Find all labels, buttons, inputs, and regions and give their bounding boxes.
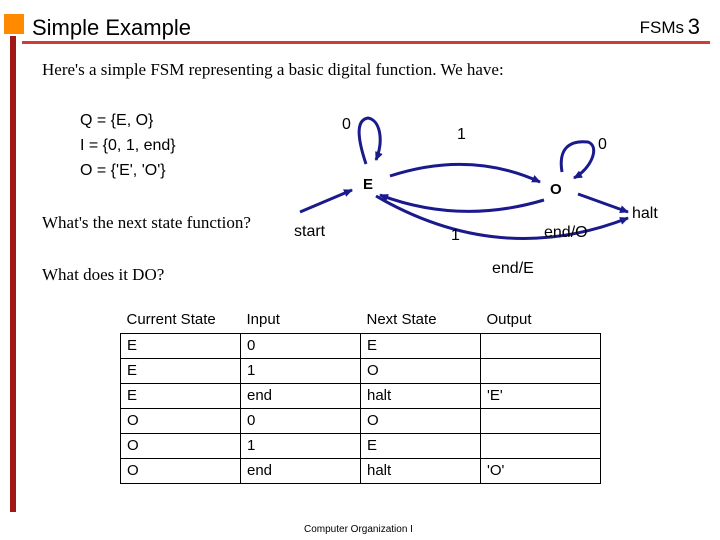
e-to-o-label: 1 (457, 126, 466, 143)
o-to-e-arrow (380, 195, 544, 211)
end-o-label: end/O (544, 224, 588, 241)
halt-label: halt (632, 205, 658, 222)
e-self-loop-arrow (359, 118, 380, 164)
cell-next-state: O (361, 358, 481, 383)
cell-output: 'E' (481, 383, 601, 408)
page-number: 3 (687, 14, 700, 39)
question-what-do: What does it DO? (42, 265, 165, 284)
cell-output (481, 433, 601, 458)
cell-input: end (241, 458, 361, 483)
cell-current-state: E (121, 358, 241, 383)
start-label: start (294, 223, 326, 240)
cell-next-state: halt (361, 458, 481, 483)
o-to-e-label: 1 (451, 227, 460, 244)
cell-input: 0 (241, 408, 361, 433)
intro-text: Here's a simple FSM representing a basic digital function. We have: (42, 60, 504, 79)
table-row (121, 383, 601, 408)
cell-current-state: O (121, 433, 241, 458)
input-set-definition: I = {0, 1, end} (80, 137, 176, 154)
cell-input: 1 (241, 433, 361, 458)
state-e-label: E (363, 176, 374, 193)
cell-next-state: E (361, 433, 481, 458)
table-row (121, 458, 601, 483)
cell-input: end (241, 383, 361, 408)
end-e-arrow (376, 196, 628, 238)
transition-table (120, 307, 601, 484)
footer-text: Computer Organization I (304, 524, 413, 535)
o-self-loop-arrow (561, 142, 593, 178)
end-o-arrow (578, 194, 628, 212)
table-row (121, 408, 601, 433)
o-self-loop-label: 0 (598, 136, 607, 153)
state-o-label: O (550, 181, 562, 198)
header-output: Output (486, 311, 532, 329)
cell-next-state: O (361, 408, 481, 433)
cell-next-state: halt (361, 383, 481, 408)
cell-output (481, 358, 601, 383)
header-current-state: Current State (126, 311, 216, 329)
header-next-state: Next State (366, 311, 437, 329)
cell-input: 0 (241, 333, 361, 358)
e-to-o-arrow (390, 164, 540, 182)
header-input: Input (246, 311, 280, 329)
cell-current-state: E (121, 333, 241, 358)
cell-current-state: O (121, 458, 241, 483)
end-e-label: end/E (492, 260, 534, 277)
cell-current-state: E (121, 383, 241, 408)
table-header-row (121, 307, 601, 333)
cell-output: 'O' (481, 458, 601, 483)
question-next-state: What's the next state function? (42, 213, 251, 232)
start-arrow (300, 190, 352, 212)
table-row (121, 333, 601, 358)
cell-output (481, 333, 601, 358)
section-label: FSMs (639, 18, 684, 37)
table-row (121, 358, 601, 383)
cell-next-state: E (361, 333, 481, 358)
cell-output (481, 408, 601, 433)
e-self-loop-label: 0 (342, 116, 351, 133)
cell-current-state: O (121, 408, 241, 433)
output-set-definition: O = {'E', 'O'} (80, 162, 166, 179)
slide-title: Simple Example (32, 15, 191, 40)
state-set-definition: Q = {E, O} (80, 112, 154, 129)
table-row (121, 433, 601, 458)
cell-input: 1 (241, 358, 361, 383)
